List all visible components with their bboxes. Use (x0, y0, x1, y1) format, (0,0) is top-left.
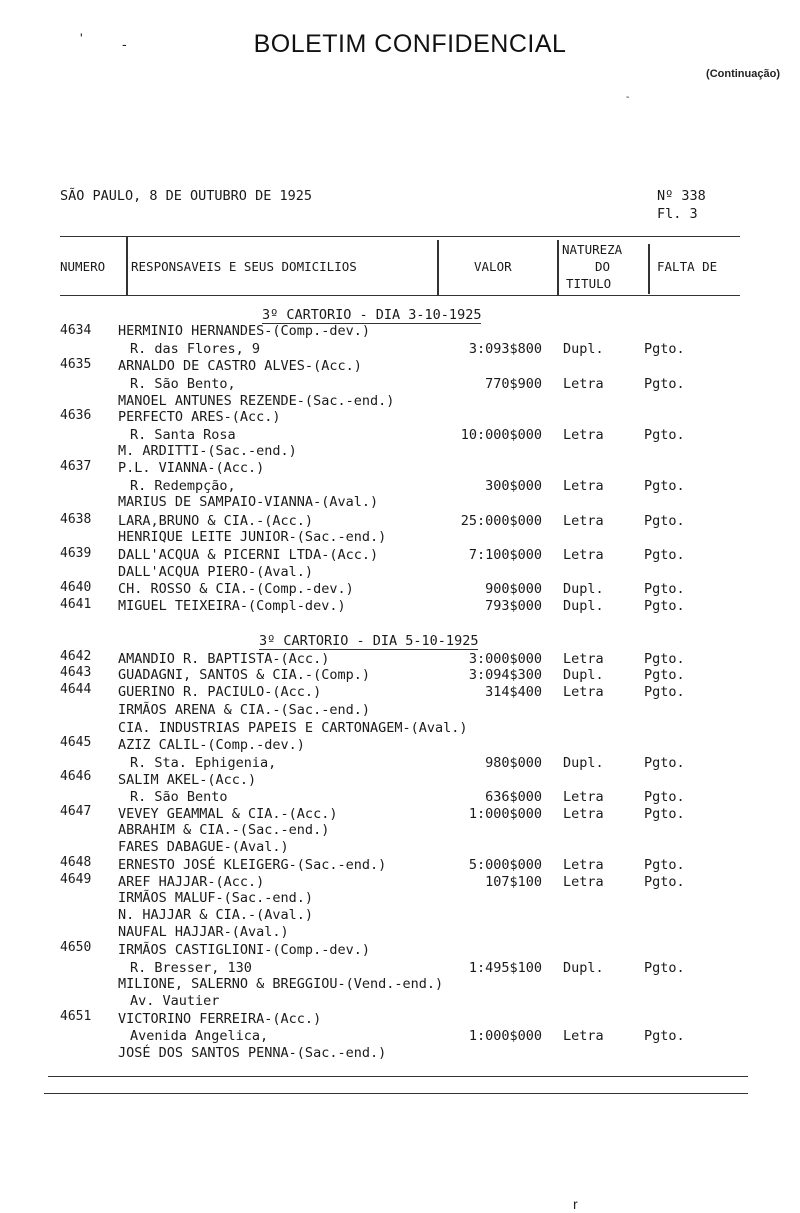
entry-nature: Dupl. (563, 960, 604, 976)
entry-reason: Pgto. (644, 667, 685, 683)
entry-number: 4651 (60, 1009, 92, 1024)
continuation-label: (Continuação) (706, 68, 780, 80)
entry-value: 980$000 (485, 755, 542, 771)
column-header-natureza: NATUREZA (562, 242, 623, 257)
entry-nature: Letra (563, 857, 604, 873)
entry-nature: Dupl. (563, 667, 604, 683)
ink-speck: - (626, 92, 630, 103)
entry-reason: Pgto. (644, 513, 685, 529)
entry-value: 5:000$000 (468, 857, 542, 873)
entry-line: CIA. INDUSTRIAS PAPEIS E CARTONAGEM-(Aval.) (118, 720, 468, 736)
header-top-rule (60, 236, 740, 237)
entry-line: MILIONE, SALERNO & BREGGIOU-(Vend.-end.) (118, 976, 444, 992)
entry-line: VEVEY GEAMMAL & CIA.-(Acc.) (118, 806, 338, 822)
entry-nature: Letra (563, 547, 604, 563)
entry-line: ERNESTO JOSÉ KLEIGERG-(Sac.-end.) (118, 857, 387, 873)
document-number: Nº 338 (657, 188, 706, 204)
entry-line: GUERINO R. PACIULO-(Acc.) (118, 684, 322, 700)
entry-line: IRMÃOS ARENA & CIA.-(Sac.-end.) (118, 702, 370, 718)
entry-nature: Letra (563, 478, 604, 494)
entry-line: PERFECTO ARES-(Acc.) (118, 409, 281, 425)
column-divider (648, 244, 650, 294)
entry-value: 107$100 (485, 874, 542, 890)
entry-nature: Letra (563, 789, 604, 805)
entry-value: 1:000$000 (468, 1028, 542, 1044)
entry-nature: Dupl. (563, 341, 604, 357)
entry-nature: Letra (563, 427, 604, 443)
entry-reason: Pgto. (644, 581, 685, 597)
entry-line: FARES DABAGUE-(Aval.) (118, 839, 289, 855)
entry-reason: Pgto. (644, 478, 685, 494)
entry-value: 636$000 (485, 789, 542, 805)
entry-number: 4648 (60, 855, 92, 870)
entry-line: R. São Bento, (130, 376, 236, 392)
footer-rule (48, 1076, 748, 1077)
entry-value: 300$000 (485, 478, 542, 494)
entry-line: JOSÉ DOS SANTOS PENNA-(Sac.-end.) (118, 1045, 387, 1061)
entry-number: 4643 (60, 665, 92, 680)
column-header-natureza-do: DO (595, 259, 611, 274)
entry-value: 10:000$000 (460, 427, 542, 443)
entry-line: AREF HAJJAR-(Acc.) (118, 874, 265, 890)
entry-number: 4650 (60, 940, 92, 955)
column-header-valor: VALOR (474, 259, 512, 274)
entry-line: R. Bresser, 130 (130, 960, 252, 976)
entry-reason: Pgto. (644, 755, 685, 771)
entry-number: 4641 (60, 597, 92, 612)
entry-reason: Pgto. (644, 341, 685, 357)
entry-number: 4635 (60, 357, 92, 372)
entry-line: AZIZ CALIL-(Comp.-dev.) (118, 737, 305, 753)
section-heading: 3º CARTORIO - DIA 3-10-1925 (262, 307, 482, 323)
entry-line: HERMINIO HERNANDES-(Comp.-dev.) (118, 323, 370, 339)
entry-reason: Pgto. (644, 376, 685, 392)
entry-number: 4634 (60, 323, 92, 338)
entry-nature: Dupl. (563, 755, 604, 771)
entry-reason: Pgto. (644, 651, 685, 667)
entry-line: MARIUS DE SAMPAIO-VIANNA-(Aval.) (118, 494, 379, 510)
entry-nature: Dupl. (563, 581, 604, 597)
entry-line: R. Santa Rosa (130, 427, 236, 443)
entry-line: R. Redempção, (130, 478, 236, 494)
entry-value: 25:000$000 (460, 513, 542, 529)
entry-line: VICTORINO FERREIRA-(Acc.) (118, 1011, 322, 1027)
entry-value: 1:000$000 (468, 806, 542, 822)
entry-number: 4644 (60, 682, 92, 697)
entry-reason: Pgto. (644, 806, 685, 822)
entry-nature: Letra (563, 513, 604, 529)
column-header-numero: NUMERO (60, 259, 106, 274)
entry-number: 4640 (60, 580, 92, 595)
entry-line: CH. ROSSO & CIA.-(Comp.-dev.) (118, 581, 354, 597)
entry-reason: Pgto. (644, 857, 685, 873)
entry-number: 4647 (60, 804, 92, 819)
entry-line: GUADAGNI, SANTOS & CIA.-(Comp.) (118, 667, 370, 683)
column-divider (437, 240, 439, 296)
entry-nature: Letra (563, 874, 604, 890)
entry-line: ABRAHIM & CIA.-(Sac.-end.) (118, 822, 330, 838)
entry-number: 4645 (60, 735, 92, 750)
entry-nature: Dupl. (563, 598, 604, 614)
column-header-responsaveis: RESPONSAVEIS E SEUS DOMICILIOS (131, 259, 357, 274)
entry-line: DALL'ACQUA PIERO-(Aval.) (118, 564, 314, 580)
ink-speck: ' (80, 30, 83, 46)
column-divider (557, 240, 559, 296)
column-header-falta: FALTA DE (657, 259, 718, 274)
entry-line: R. das Flores, 9 (130, 341, 261, 357)
entry-number: 4638 (60, 512, 92, 527)
ink-speck: - (122, 36, 127, 52)
entry-nature: Letra (563, 1028, 604, 1044)
section-heading: 3º CARTORIO - DIA 5-10-1925 (259, 633, 479, 649)
entry-line: ARNALDO DE CASTRO ALVES-(Acc.) (118, 358, 362, 374)
column-divider (126, 236, 128, 296)
entry-number: 4646 (60, 769, 92, 784)
entry-value: 7:100$000 (468, 547, 542, 563)
entry-line: AMANDIO R. BAPTISTA-(Acc.) (118, 651, 330, 667)
entry-number: 4636 (60, 408, 92, 423)
entry-line: P.L. VIANNA-(Acc.) (118, 460, 265, 476)
entry-line: R. Sta. Ephigenia, (130, 755, 277, 771)
page-title: BOLETIM CONFIDENCIAL (253, 30, 567, 58)
entry-line: Av. Vautier (130, 993, 220, 1009)
entry-line: Avenida Angelica, (130, 1028, 269, 1044)
entry-number: 4637 (60, 459, 92, 474)
entry-line: M. ARDITTI-(Sac.-end.) (118, 443, 297, 459)
entry-number: 4639 (60, 546, 92, 561)
entry-value: 770$900 (485, 376, 542, 392)
date-line: SÃO PAULO, 8 DE OUTUBRO DE 1925 (60, 188, 312, 204)
entry-line: MANOEL ANTUNES REZENDE-(Sac.-end.) (118, 393, 395, 409)
entry-line: LARA,BRUNO & CIA.-(Acc.) (118, 513, 314, 529)
entry-line: NAUFAL HAJJAR-(Aval.) (118, 924, 289, 940)
entry-line: HENRIQUE LEITE JUNIOR-(Sac.-end.) (118, 529, 387, 545)
entry-line: N. HAJJAR & CIA.-(Aval.) (118, 907, 314, 923)
entry-line: DALL'ACQUA & PICERNI LTDA-(Acc.) (118, 547, 379, 563)
entry-reason: Pgto. (644, 547, 685, 563)
entry-reason: Pgto. (644, 1028, 685, 1044)
entry-line: IRMÃOS MALUF-(Sac.-end.) (118, 890, 314, 906)
column-header-natureza-titulo: TITULO (566, 276, 612, 291)
entry-reason: Pgto. (644, 427, 685, 443)
entry-value: 3:000$000 (468, 651, 542, 667)
entry-nature: Letra (563, 376, 604, 392)
entry-reason: Pgto. (644, 789, 685, 805)
ink-speck: r (573, 1196, 578, 1212)
header-bottom-rule (60, 295, 740, 296)
entry-value: 793$000 (485, 598, 542, 614)
entry-reason: Pgto. (644, 874, 685, 890)
entry-number: 4642 (60, 649, 92, 664)
entry-value: 3:093$800 (468, 341, 542, 357)
entry-value: 3:094$300 (468, 667, 542, 683)
entry-nature: Letra (563, 684, 604, 700)
entry-value: 1:495$100 (468, 960, 542, 976)
entry-line: R. São Bento (130, 789, 228, 805)
footer-rule (44, 1093, 748, 1094)
entry-line: SALIM AKEL-(Acc.) (118, 772, 257, 788)
entry-number: 4649 (60, 872, 92, 887)
entry-value: 314$400 (485, 684, 542, 700)
entry-line: IRMÃOS CASTIGLIONI-(Comp.-dev.) (118, 942, 370, 958)
folio-number: Fl. 3 (657, 206, 698, 222)
entry-nature: Letra (563, 651, 604, 667)
entry-reason: Pgto. (644, 960, 685, 976)
entry-value: 900$000 (485, 581, 542, 597)
entry-nature: Letra (563, 806, 604, 822)
entry-reason: Pgto. (644, 684, 685, 700)
entry-line: MIGUEL TEIXEIRA-(Compl-dev.) (118, 598, 346, 614)
entry-reason: Pgto. (644, 598, 685, 614)
